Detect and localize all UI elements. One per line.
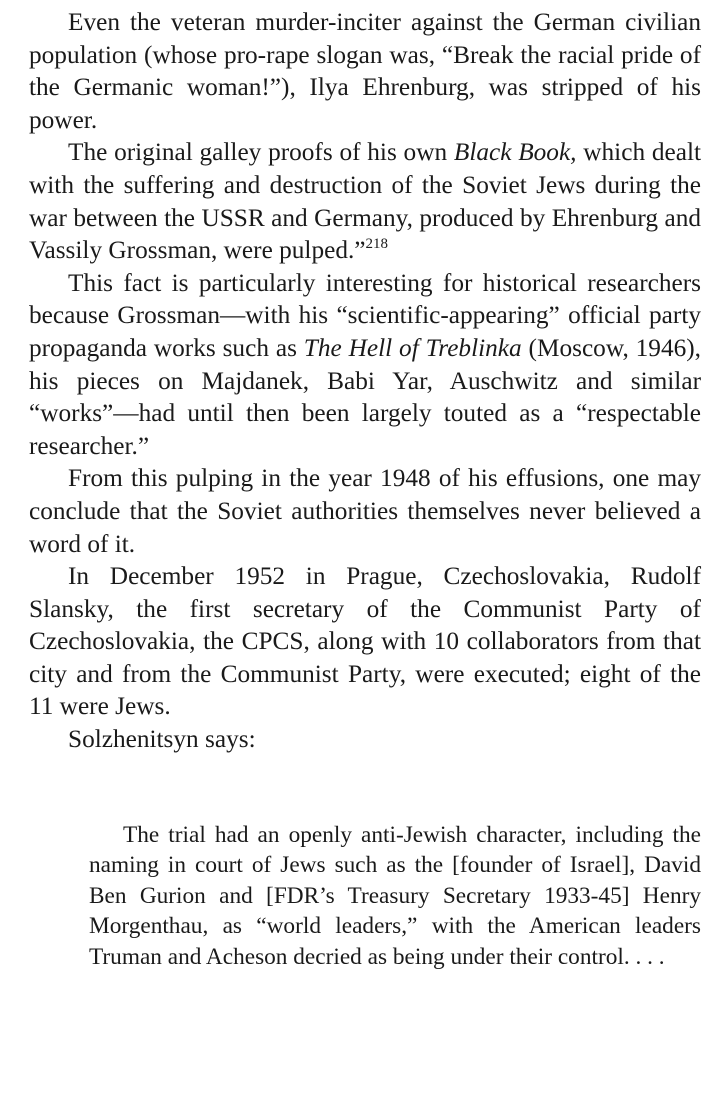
paragraph-black-book (29, 136, 701, 266)
paragraph-text: The original galley proofs of his own (68, 138, 454, 167)
paragraph-text: (Moscow, 1946), his pieces on Majdanek, Babi Yar, Auschwitz and similar “works”—had until then been largely touted as a “respectable researcher.” (29, 333, 701, 460)
paragraph-pulping: From this pulping in the year 1948 of his effusions, one may conclude that the Soviet authorities themselves never believed a word of it. (29, 464, 701, 558)
paragraph-text: This fact is particularly interesting for historical researchers because Grossman—with his “scientific-appearing” official party propaganda works such as (29, 268, 701, 362)
paragraph-text: which dealt with the suffering and destruction of the Soviet Jews during the war between the USSR and Germany, produced by Ehrenburg and Vassily Grossman, were pulped.” (29, 138, 701, 265)
work-title-italic: The Hell of Treblinka (303, 333, 522, 362)
paragraph-grossman (29, 267, 701, 463)
paragraph-solzhenitsyn-intro: Solzhenitsyn says: (68, 725, 256, 754)
paragraph-ehrenburg-stripped: Even the veteran murder-inciter against the German civilian population (whose pro-rape slogan was, “Break the racial pride of the Germanic woman!”), Ilya Ehrenburg, was stripped of his power. (29, 8, 701, 134)
book-title-italic: Black Book, (453, 138, 577, 167)
block-quote (89, 820, 701, 973)
body-text (29, 6, 701, 756)
footnote-marker: 218 (365, 236, 389, 253)
book-page (29, 6, 701, 972)
paragraph-slansky: In December 1952 in Prague, Czechoslovakia, Rudolf Slansky, the first secretary of the Communist Party of Czechoslovakia, the CPCS, along with 10 collaborators from that city and from the Communist Party, were executed; eight of the 11 were Jews. (29, 562, 701, 721)
block-quote-text: The trial had an openly anti-Jewish character, including the naming in court of Jews such as the [founder of Israel], David Ben Gurion and [FDR’s Treasury Secretary 1933-45] Henry Morgenthau, as “world leaders,” with the American leaders Truman and Acheson decried as being under their control. . . . (89, 821, 701, 970)
